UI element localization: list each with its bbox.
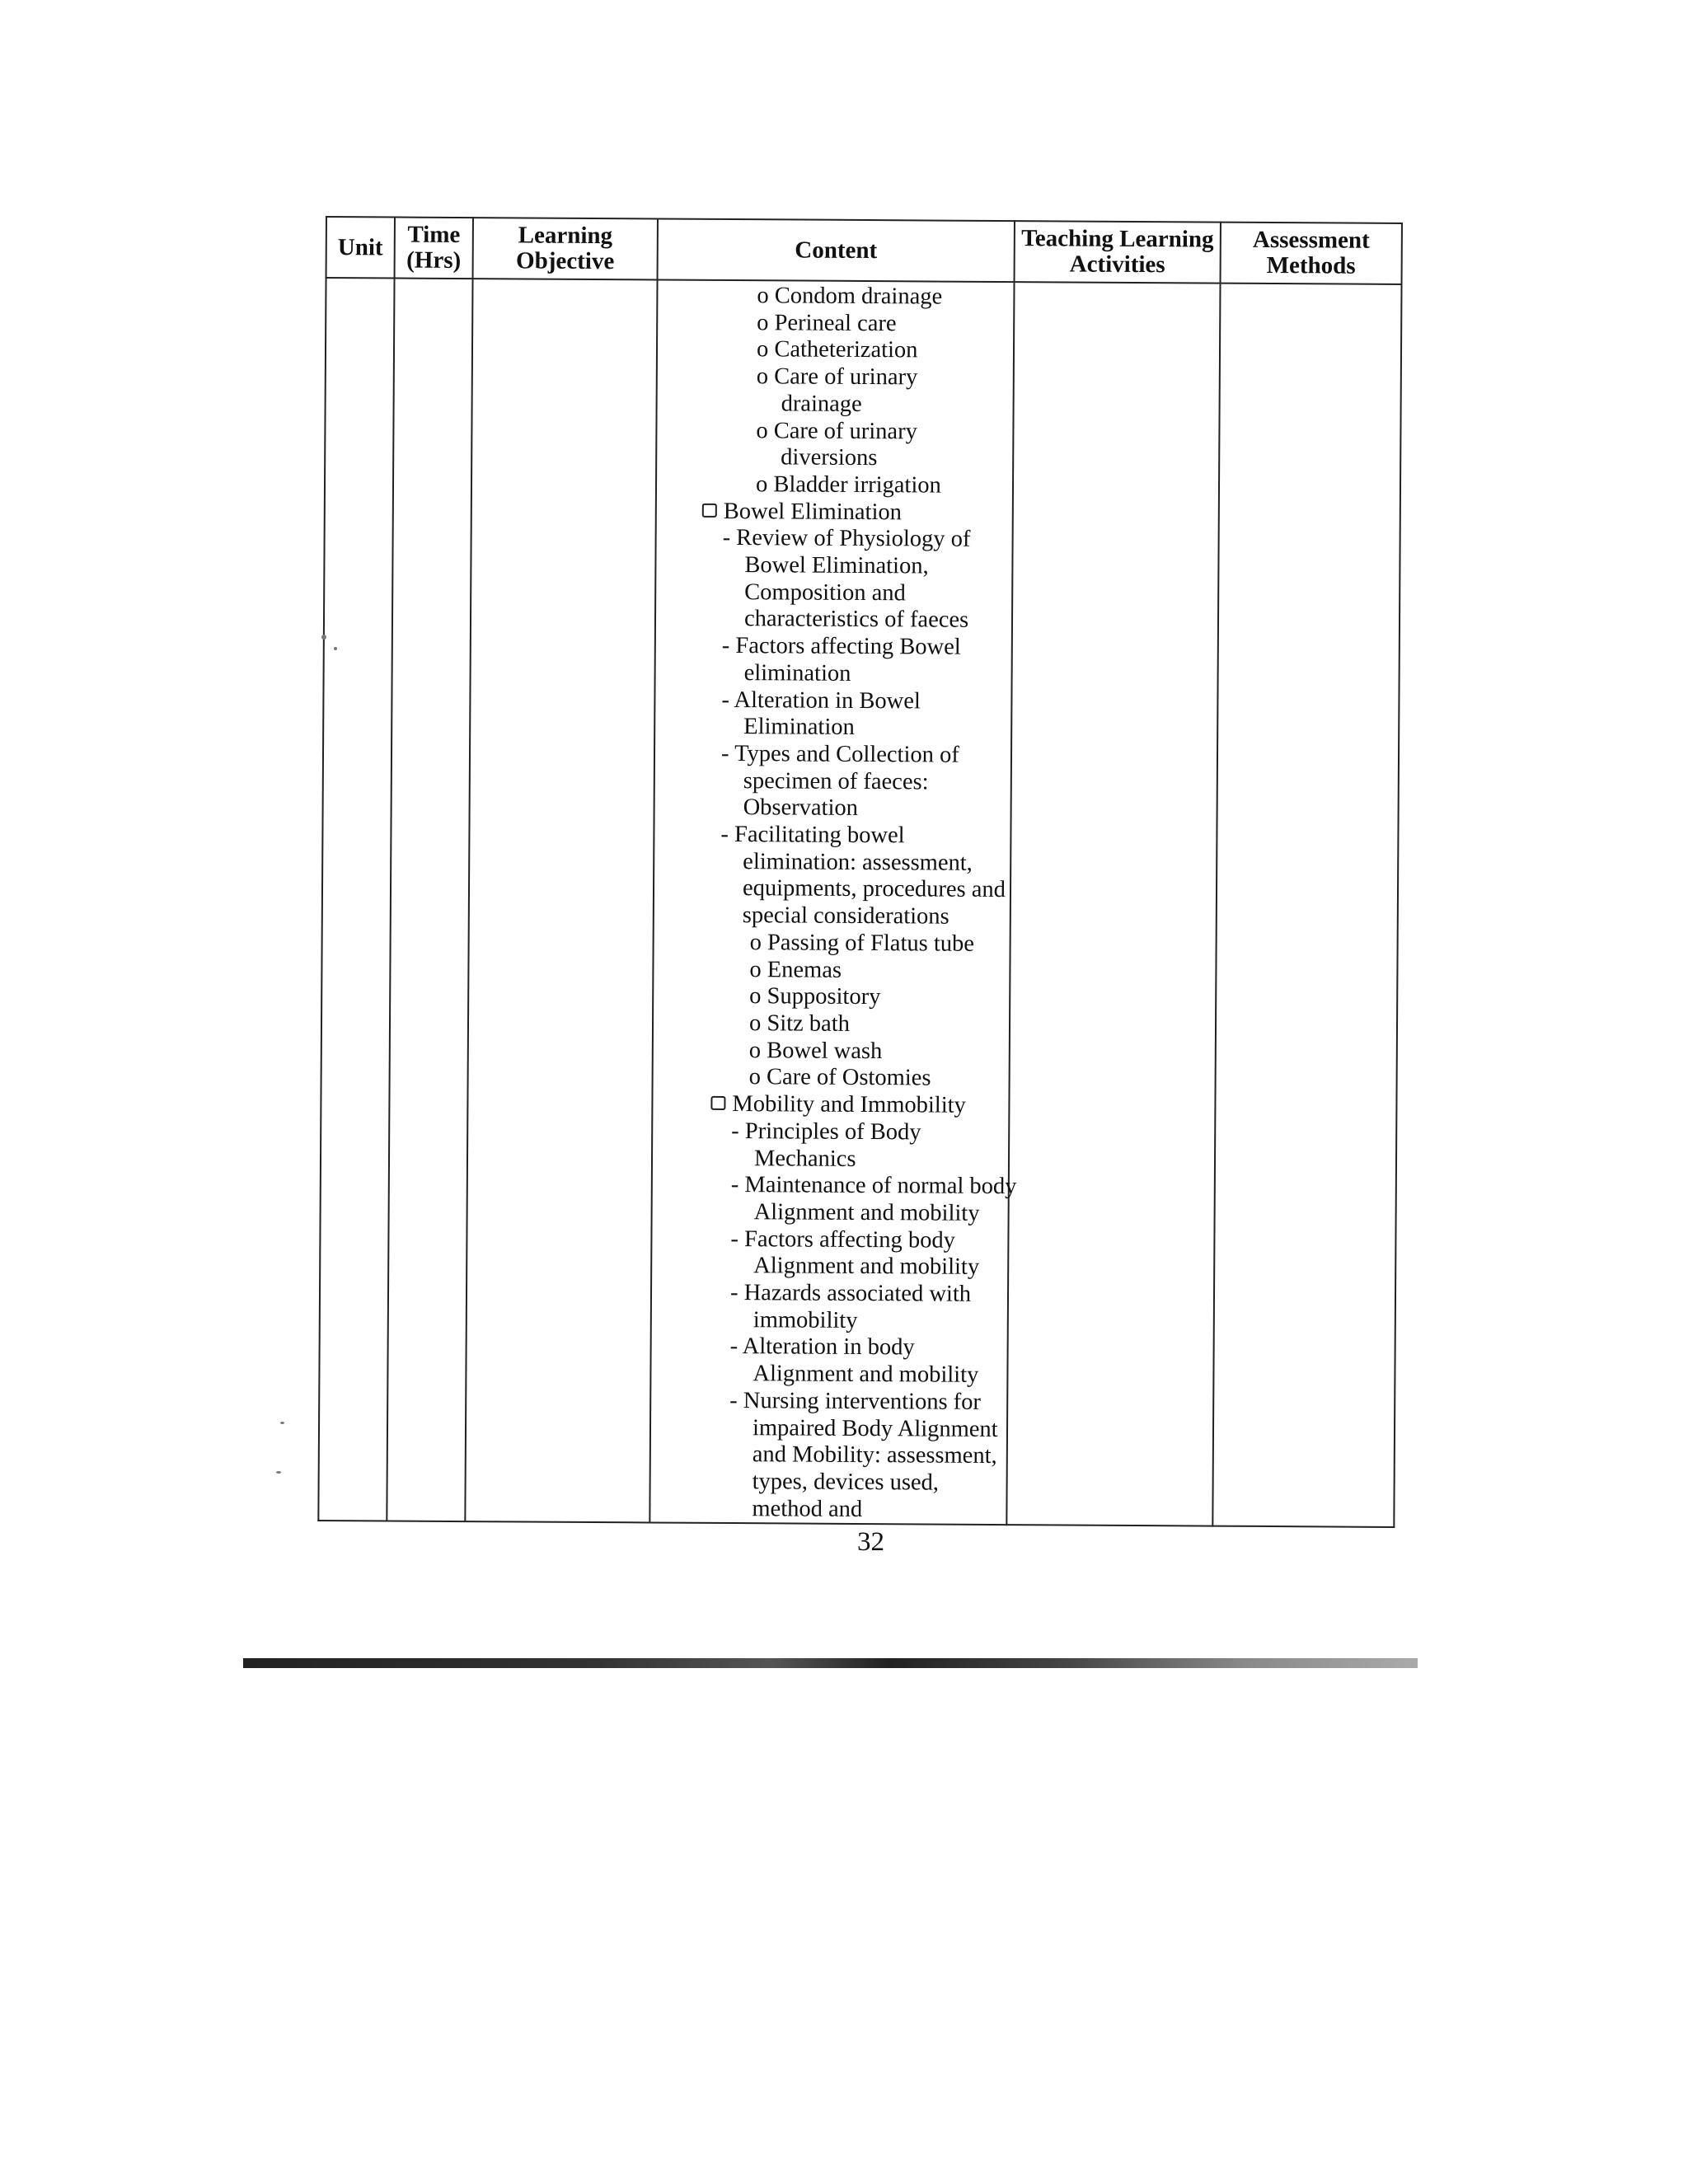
header-content: Content: [658, 218, 1015, 282]
learning-objective-cell: [465, 279, 657, 1523]
content-line: [654, 1064, 1009, 1093]
content-line: [658, 309, 1013, 338]
content-line: [651, 1361, 1006, 1390]
content-line: [652, 1333, 1007, 1362]
content-line-text: Alignment and mobility: [753, 1199, 980, 1226]
content-line: [657, 525, 1012, 554]
content-line: [651, 1414, 1006, 1443]
content-line: [655, 687, 1010, 715]
content-line-text: - Hazards associated with: [729, 1280, 972, 1307]
content-line: [653, 1198, 1008, 1227]
square-bullet-icon: [710, 1096, 725, 1110]
content-line-text: method and: [752, 1495, 863, 1522]
content-line-text: o Care of urinary: [756, 363, 918, 391]
content-line-text: - Facilitating bowel: [720, 822, 905, 849]
content-line: [653, 1145, 1008, 1174]
content-line-text: - Factors affecting body: [730, 1226, 956, 1254]
content-line: [656, 606, 1011, 635]
page-number: 32: [857, 1527, 884, 1557]
content-line: [656, 659, 1011, 688]
content-line-text: Observation: [743, 794, 859, 822]
content-line-text: o Care of Ostomies: [748, 1064, 931, 1091]
content-line: [652, 1279, 1007, 1308]
content-line-text: Mechanics: [753, 1145, 856, 1172]
content-line: [655, 794, 1010, 823]
content-line-text: diversions: [781, 444, 878, 471]
content-line: [654, 1037, 1009, 1066]
table-header-row: [326, 217, 1402, 284]
content-line: [656, 551, 1011, 580]
content-line: [654, 1010, 1009, 1038]
unit-cell: [318, 278, 394, 1521]
content-line-text: o Sitz bath: [748, 1010, 851, 1037]
table-row: [318, 278, 1401, 1527]
header-learning-objective: Learning Objective: [473, 218, 658, 279]
scan-speck: [321, 635, 326, 640]
content-line: [656, 633, 1011, 662]
content-line-text: - Types and Collection of: [720, 740, 959, 768]
content-line-text: special considerations: [742, 902, 950, 930]
header-time: Time (Hrs): [395, 218, 473, 279]
scan-edge-strip: [243, 1658, 1418, 1668]
content-line-text: equipments, procedures and: [742, 875, 1006, 903]
content-line: [654, 956, 1009, 985]
content-line: [653, 1118, 1008, 1146]
teaching-learning-activities-cell: [1006, 282, 1220, 1526]
content-line: [657, 498, 1012, 527]
content-line: [654, 875, 1010, 904]
content-line: [653, 1091, 1008, 1120]
header-assessment-methods: Assessment Methods: [1221, 223, 1402, 284]
content-line-text: - Alteration in body: [729, 1333, 915, 1361]
content-line: [655, 740, 1010, 769]
content-line-text: o Enemas: [749, 956, 842, 983]
content-list: [650, 282, 1017, 1524]
content-line-text: types, devices used,: [752, 1469, 940, 1496]
content-line-text: - Maintenance of normal body: [730, 1172, 1017, 1200]
content-line-text: o Bladder irrigation: [755, 471, 941, 499]
content-line-text: - Review of Physiology of: [722, 525, 971, 553]
content-line: [652, 1306, 1007, 1335]
content-line-text: Alignment and mobility: [753, 1361, 979, 1388]
content-line-text: drainage: [781, 391, 862, 417]
content-line-text: - Principles of Body: [731, 1118, 921, 1146]
content-line: [653, 1172, 1017, 1201]
content-line: [654, 848, 1010, 877]
content-line: [654, 822, 1010, 851]
content-line: [652, 1226, 1007, 1254]
content-line-text: - Alteration in Bowel: [721, 687, 921, 714]
content-line: [657, 417, 1012, 446]
content-line: [650, 1495, 1006, 1524]
content-line-text: immobility: [753, 1306, 858, 1333]
content-line: [658, 390, 1013, 419]
content-line-text: Bowel Elimination: [723, 498, 903, 525]
content-line: [658, 336, 1013, 365]
assessment-methods-cell: [1212, 284, 1401, 1528]
scan-speck: [280, 1422, 284, 1424]
content-line-text: - Nursing interventions for: [729, 1387, 982, 1415]
content-line-text: Alignment and mobility: [753, 1253, 980, 1281]
content-line-text: characteristics of faeces: [743, 606, 969, 634]
time-cell: [387, 279, 472, 1522]
content-line-text: Elimination: [743, 714, 855, 741]
content-line: [658, 363, 1013, 392]
content-line: [654, 902, 1010, 931]
content-line: [658, 282, 1013, 311]
content-line: [655, 714, 1010, 743]
content-line-text: o Care of urinary: [756, 417, 917, 444]
content-line-text: impaired Body Alignment: [752, 1414, 998, 1442]
content-line: [655, 767, 1010, 796]
curriculum-table: [317, 216, 1403, 1528]
content-line: [651, 1468, 1006, 1497]
content-line-text: and Mobility: assessment,: [752, 1441, 997, 1469]
content-line-text: Mobility and Immobility: [732, 1091, 966, 1118]
content-line-text: elimination: [743, 659, 851, 687]
content-line-text: Bowel Elimination,: [744, 552, 929, 579]
content-line-text: Composition and: [744, 579, 906, 607]
content-line: [651, 1387, 1006, 1416]
scan-speck: [276, 1471, 281, 1474]
content-line-text: - Factors affecting Bowel: [721, 633, 961, 660]
content-line: [652, 1253, 1007, 1282]
content-line-text: o Suppository: [749, 983, 881, 1010]
content-cell: [649, 279, 1017, 1525]
content-line-text: o Bowel wash: [748, 1037, 883, 1064]
content-line-text: o Condom drainage: [757, 283, 943, 310]
content-line-text: o Perineal care: [757, 309, 897, 336]
square-bullet-icon: [702, 503, 717, 517]
content-line-text: elimination: assessment,: [743, 848, 973, 876]
header-unit: Unit: [326, 217, 395, 279]
header-teaching-learning-activities: Teaching Learning Activities: [1015, 221, 1221, 284]
scan-speck: [334, 647, 337, 650]
content-line: [654, 983, 1009, 1012]
content-line: [657, 471, 1012, 499]
content-line: [656, 579, 1011, 607]
content-line: [654, 929, 1010, 958]
content-line-text: specimen of faeces:: [743, 767, 929, 795]
content-line-text: o Passing of Flatus tube: [749, 930, 975, 957]
content-line: [651, 1441, 1006, 1470]
content-line-text: o Catheterization: [756, 336, 918, 363]
content-line: [657, 444, 1012, 473]
